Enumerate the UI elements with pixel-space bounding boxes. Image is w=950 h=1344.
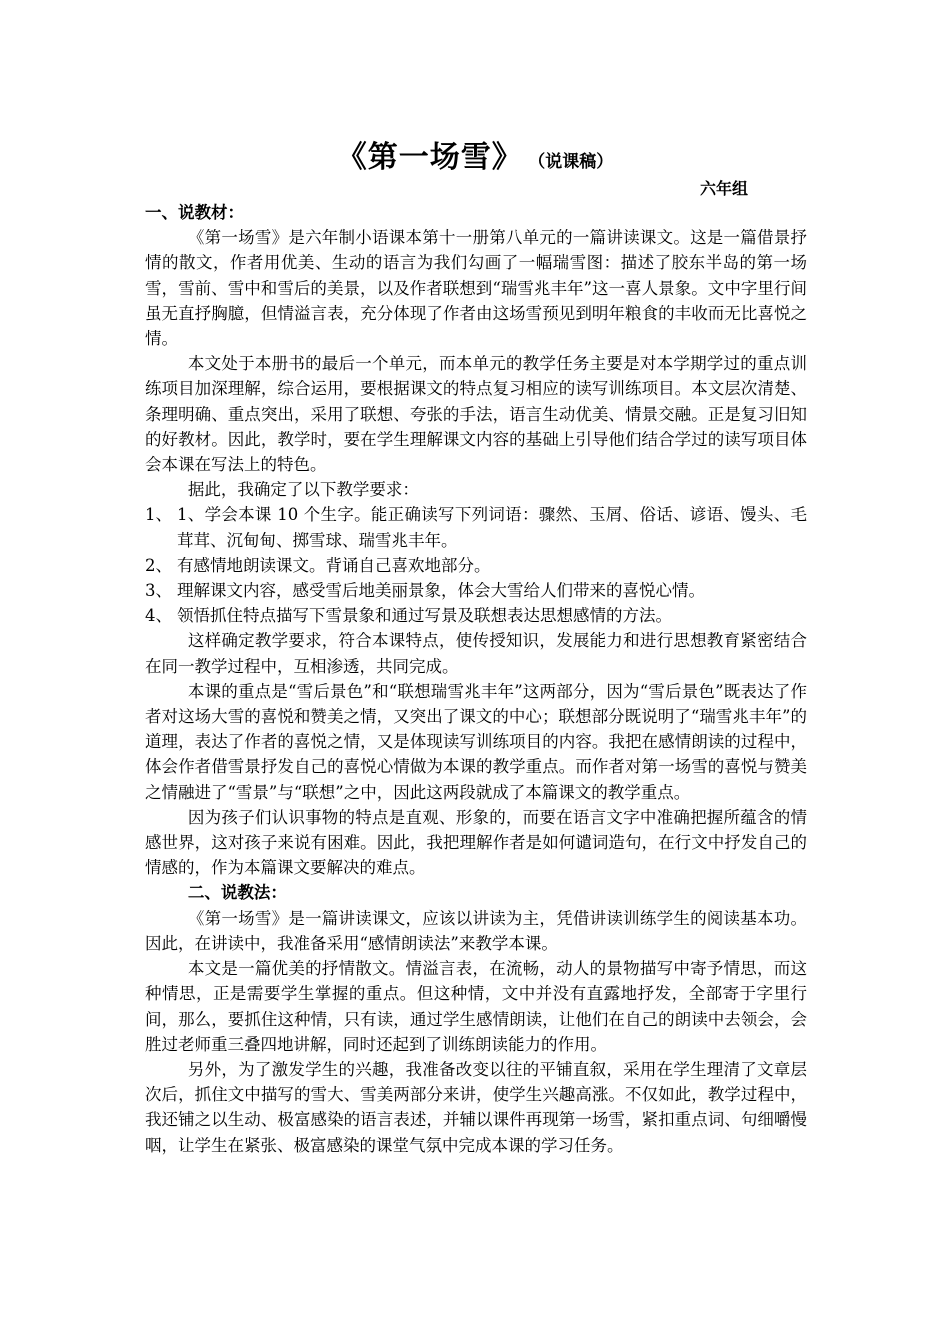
title-subtitle: （说课稿）: [536, 152, 614, 172]
section-heading-teaching-material: 一、说教材：: [145, 203, 244, 222]
list-number: 1、: [145, 505, 172, 525]
paragraph: 《第一场雪》是一篇讲读课文，应该以讲读为主，凭借讲读训练学生的阅读基本功。因此，在讲读中，我准备采用“感情朗读法”来教学本课。: [145, 908, 807, 953]
paragraph: 本文是一篇优美的抒情散文。情溢言表，在流畅，动人的景物描写中寄予情思，而这种情思，正是需要学生掌握的重点。但这种情，文中并没有直露地抒发，全部寄于字里行间，那么，要抓住这种情，只有读，通过学生感情朗读，让他们在自己的朗读中去领会，会胜过老师重三叠四地讲解，同时还起到了训练朗读能力的作用。: [145, 959, 807, 1054]
document-title: [0, 132, 950, 176]
list-item: [145, 502, 807, 552]
list-item-text: 理解课文内容，感受雪后地美丽景象，体会大雪给人们带来的喜悦心情。: [177, 581, 705, 601]
list-item-text: 1、学会本课 10 个生字。能正确读写下列词语：骤然、玉屑、俗话、谚语、馒头、毛茸茸、沉甸甸、掷雪球、瑞雪兆丰年。: [177, 505, 807, 550]
title-main: 《第一场雪》: [336, 140, 523, 175]
paragraph: 另外，为了激发学生的兴趣，我准备改变以往的平铺直叙，采用在学生理清了文章层次后，抓住文中描写的雪大、雪美两部分来讲，使学生兴趣高涨。不仅如此，教学过程中，我还铺之以生动、极富感染的语言表述，并辅以课件再现第一场雪，紧扣重点词、句细嚼慢咽，让学生在紧张、极富感染的课堂气氛中完成本课的学习任务。: [145, 1059, 807, 1155]
paragraph: 因为孩子们认识事物的特点是直观、形象的，而要在语言文字中准确把握所蕴含的情感世界，这对孩子来说有困难。因此，我把理解作者是如何谴词造句，在行文中抒发自己的情感的，作为本篇课文要解决的难点。: [145, 807, 807, 878]
list-number: 3、: [145, 581, 172, 601]
section-heading-teaching-method: 二、说教法：: [187, 883, 287, 903]
paragraph: 这样确定教学要求，符合本课特点，使传授知识，发展能力和进行思想教育紧密结合在同一教学过程中，互相渗透，共同完成。: [145, 631, 807, 676]
list-number: 2、: [145, 555, 172, 575]
author-group: 六年组: [700, 179, 749, 198]
list-item-text: 领悟抓住特点描写下雪景象和通过写景及联想表达思想感情的方法。: [177, 606, 672, 626]
paragraph: 本课的重点是“雪后景色”和“联想瑞雪兆丰年”这两部分，因为“雪后景色”既表达了作者对这场大雪的喜悦和赞美之情，又突出了课文的中心；联想部分既说明了“瑞雪兆丰年”的道理，表达了作者的喜悦之情，又是体现读写训练项目的内容。我把在感情朗读的过程中，体会作者借雪景抒发自己的喜悦心情做为本课的教学重点。而作者对第一场雪的喜悦与赞美之情融进了“雪景”与“联想”之中，因此这两段就成了本篇课文的教学重点。: [145, 681, 807, 802]
list-item: [145, 578, 807, 603]
list-item-text: 有感情地朗读课文。背诵自己喜欢地部分。: [177, 555, 491, 575]
list-number: 4、: [145, 606, 172, 626]
paragraph: 《第一场雪》是六年制小语课本第十一册第八单元的一篇讲读课文。这是一篇借景抒情的散文，作者用优美、生动的语言为我们勾画了一幅瑞雪图：描述了胶东半岛的第一场雪，雪前、雪中和雪后的美景，以及作者联想到“瑞雪兆丰年”这一喜人景象。文中字里行间虽无直抒胸臆，但情溢言表，充分体现了作者由这场雪预见到明年粮食的丰收而无比喜悦之情。: [145, 228, 807, 349]
document-body: [145, 200, 807, 1158]
list-item: [145, 553, 807, 578]
list-item: [145, 603, 807, 628]
paragraph: 据此，我确定了以下教学要求：: [187, 480, 419, 500]
paragraph: 本文处于本册书的最后一个单元，而本单元的教学任务主要是对本学期学过的重点训练项目加深理解，综合运用，要根据课文的特点复习相应的读写训练项目。本文层次清楚、条理明确、重点突出，采用了联想、夸张的手法，语言生动优美、情景交融。正是复习旧知的好教材。因此，教学时，要在学生理解课文内容的基础上引导他们结合学过的读写项目体会本课在写法上的特色。: [145, 354, 807, 475]
